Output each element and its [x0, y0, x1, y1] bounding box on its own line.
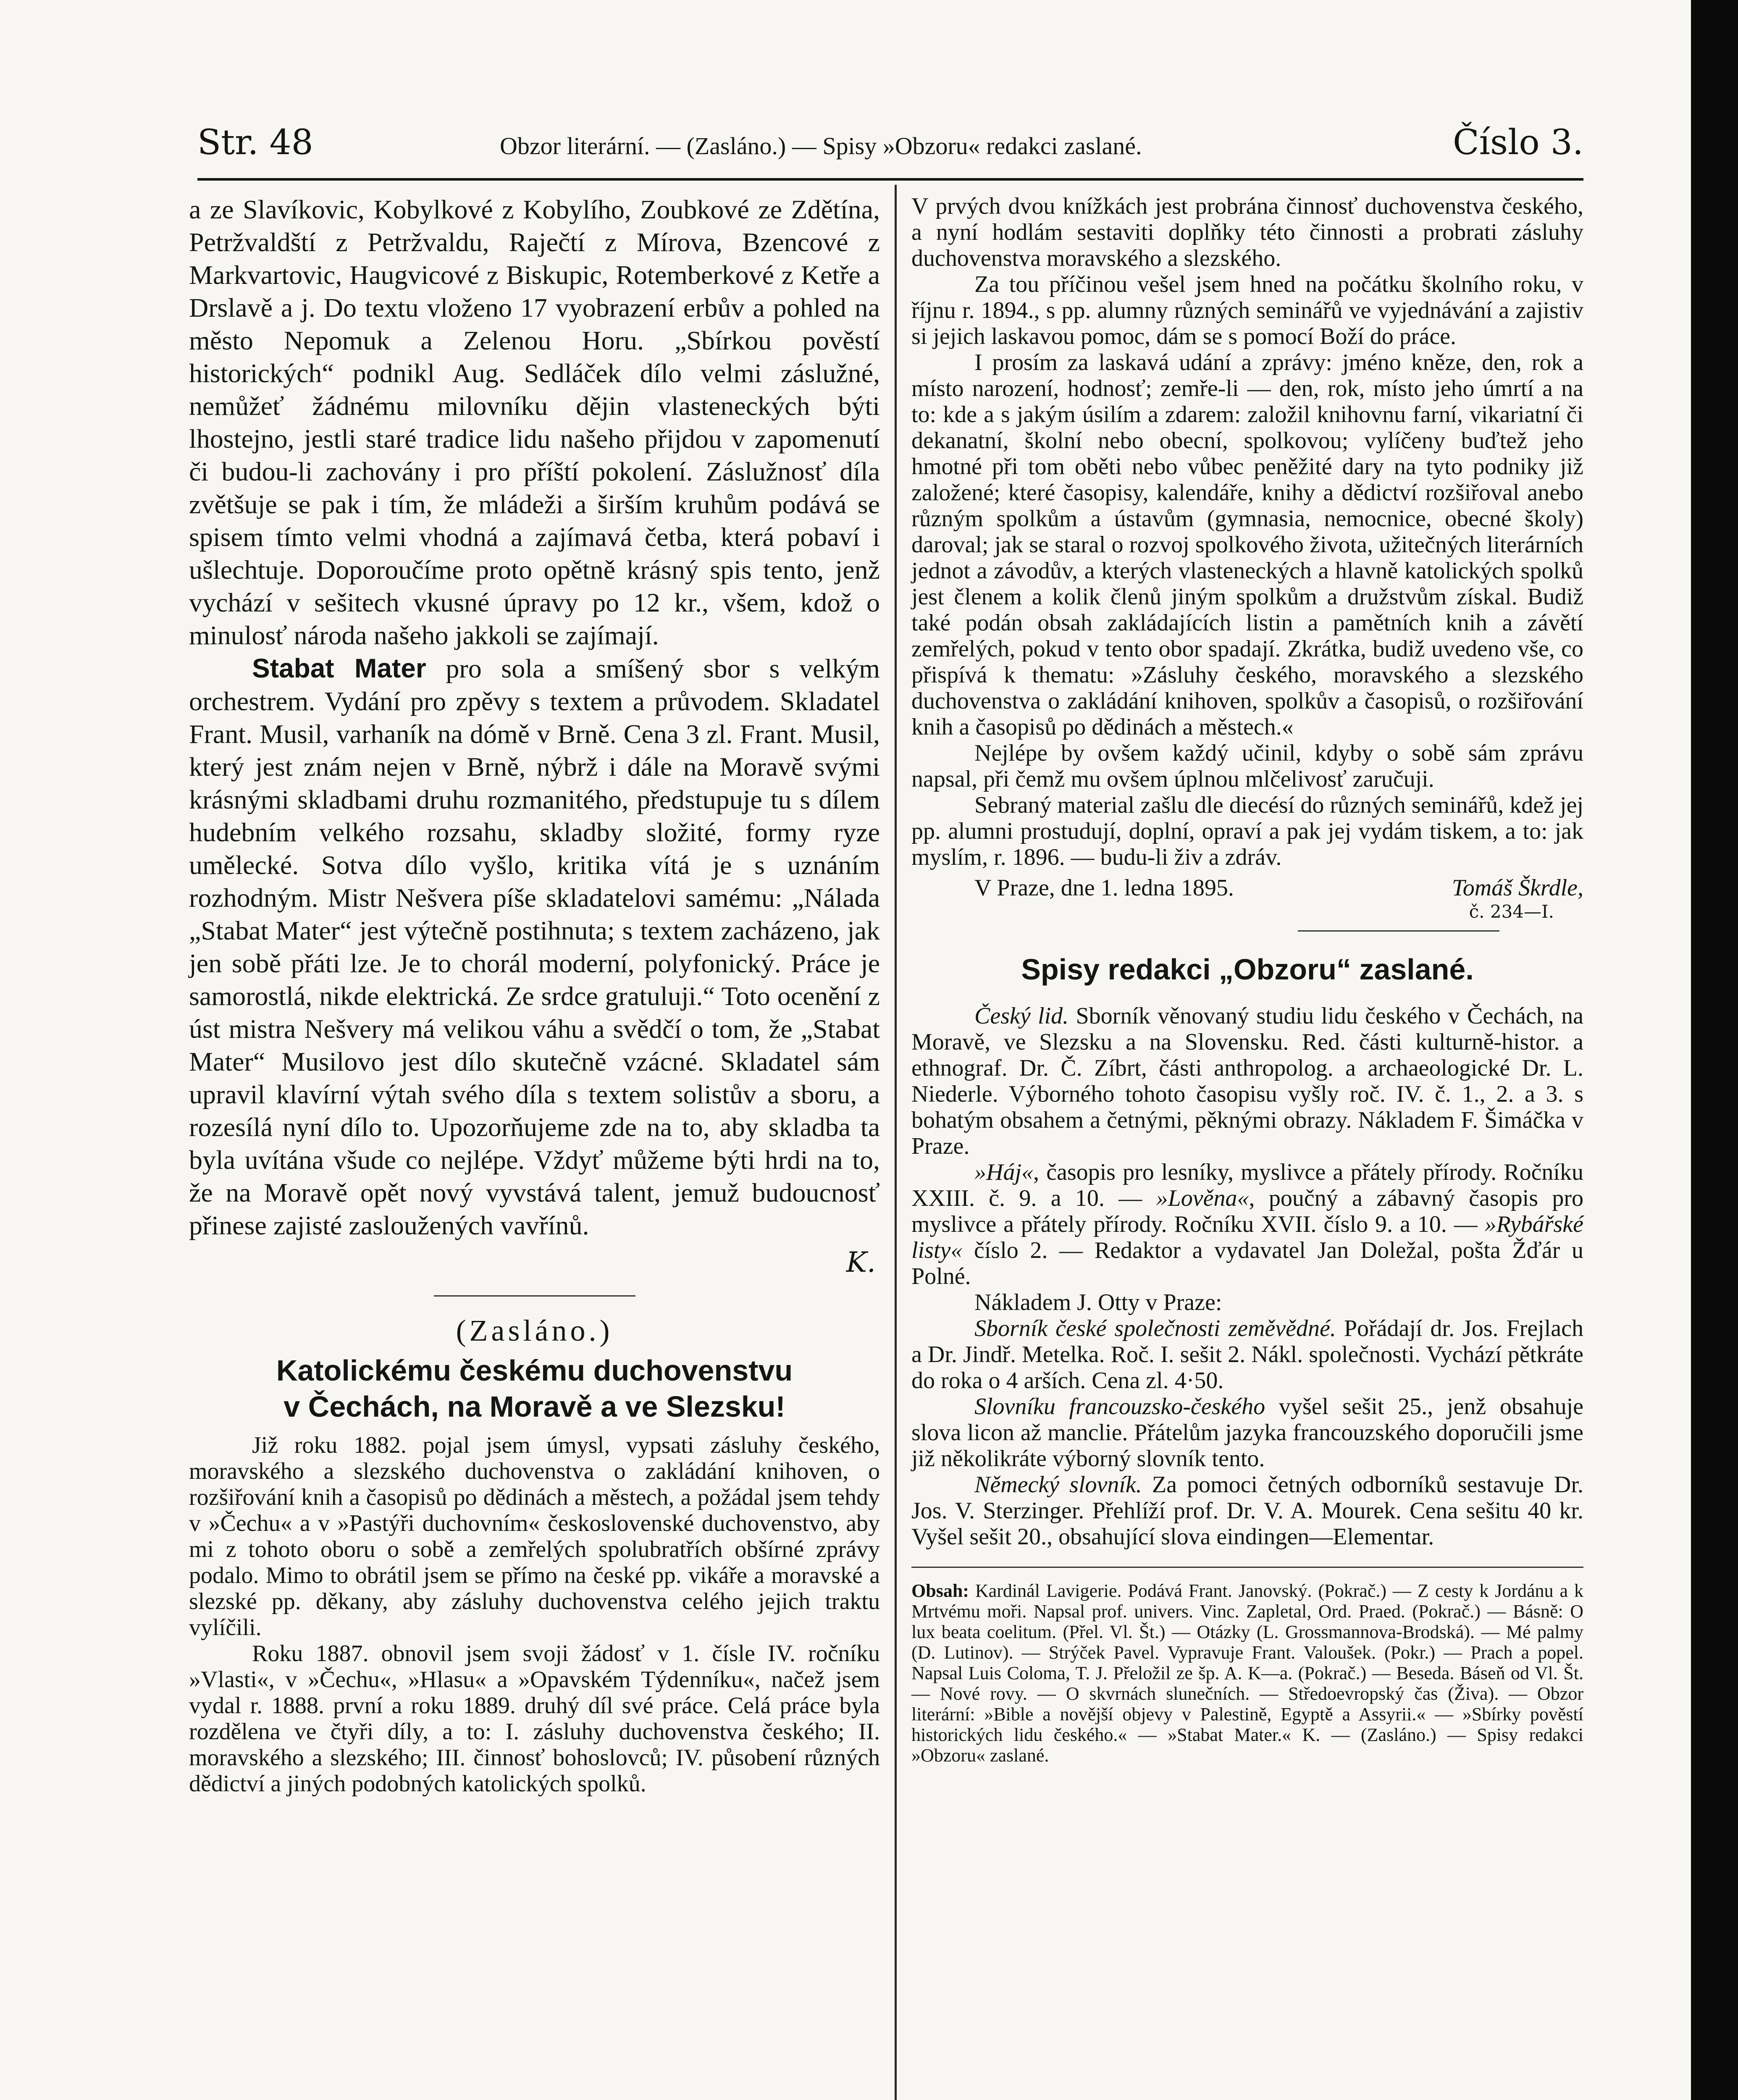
entry-title: »Háj« [974, 1159, 1033, 1185]
appeal-title [189, 1352, 880, 1425]
entry-text: Sborník věnovaný studiu lidu českého v Čechách, na Moravě, ve Slezsku a na Slovensku. Red. části kulturně-histor. a ethnograf. Dr. Č. Zíbrt, části anthropolog. a archaeologické Dr. L. Niederle. Výborného tohoto časopisu vyšly roč. IV. č. 1., 2. a 3. s bohatým obsahem a četnými, pěknými obrazy. Nákladem F. Šimáčka v Praze. [911, 1003, 1583, 1159]
running-header [197, 123, 1583, 173]
entry-slovnik-de [911, 1472, 1583, 1550]
entry-haj [911, 1159, 1583, 1289]
stabat-mater-text: pro sola a smíšený sbor s velkým orchestrem. Vydání pro zpěvy s textem a průvodem. Skladatel Frant. Musil, varhaník na dómě v Brně. Cena 3 zl. Frant. Musil, který jest znám nejen v Brně, nýbrž i dále na Moravě svými krásnými skladbami druhu rozmanitého, předstupuje tu s dílem hudebním velkého rozsahu, skladby složité, formy ryze umělecké. Sotva dílo vyšlo, kritika vítá je s uznáním rozhodným. Mistr Nešvera píše skladatelovi samému: „Nálada „Stabat Mater“ jest výtečně postihnuta; s textem zacházeno, jak jen sobě přáti lze. Je to chorál moderní, polyfonický. Práce je samorostlá, nikde elektrická. Ze srdce gratuluji.“ Toto ocenění z úst mistra Nešvery má velikou váhu a svědčí o tom, že „Stabat Mater“ Musilovo jest dílo skutečně vzácné. Skladatel sám upravil klavírní výtah svého díla s textem solistův a sboru, a rozesílá nyní dílo to. Upozorňujeme zde na to, aby skladba ta byla uvítána všude co nejlépe. Vždyť můžeme býti hrdi na to, že na Moravě opět nový vyvstává talent, jemuž budoucnosť přinese zajisté zasloužených vavřínů. [189, 654, 880, 1240]
entry-title: Slovníku francouzsko-českého [974, 1394, 1265, 1420]
appeal-title-line-1: Katolickému českému duchovenstvu [276, 1354, 793, 1387]
review-continuation: a ze Slavíkovic, Kobylkové z Kobylího, Zoubkové ze Zdětína, Petržvaldští z Petržvaldu, Raječtí z Mírova, Bzencové z Markvartovic, Haugvicové z Biskupic, Rotemberkové z Ketře a Drslavě a j. Do textu vloženo 17 vyobrazení erbův a pohled na město Nepomuk a Zelenou Horu. „Sbírkou pověstí historických“ podnikl Aug. Sedláček dílo velmi záslužné, nemůžeť žádnému milovníku dějin vlasteneckých býti lhostejno, jestli staré tradice lidu našeho přijdou v zapomenutí či budou-li zachovány i pro příští pokolení. Záslužnosť díla zvětšuje se pak i tím, že mládeži a širším kruhům podává se spisem tímto velmi vhodná a zajímavá četba, která pobaví i ušlechtuje. Doporoučíme proto opětně krásný spis tento, jenž vychází v sešitech vkusné úpravy po 12 kr., všem, kdož o minulosť národa našeho jakkoli se zajímají. [189, 194, 880, 650]
header-rule [197, 178, 1583, 181]
appeal-paragraph-4: Za tou příčinou vešel jsem hned na počátku školního roku, v říjnu r. 1894., s pp. alumny různých seminářů ve vyjednávání a zajistiv si jejich laskavou pomoc, dám se s pomocí Boží do práce. [911, 271, 1583, 349]
entry-title: Německý slovník. [974, 1472, 1142, 1498]
right-column [911, 193, 1583, 1766]
entry-title: »Rybářské listy« [911, 1211, 1583, 1263]
stabat-mater-review [189, 652, 880, 1242]
appeal-signoff [911, 874, 1583, 901]
appeal-paragraph-5: I prosím za laskavá udání a zprávy: jméno kněze, den, rok a místo narození, hodnosť; zemře-li — den, rok, místo jeho úmrtí a na to: kde a s jakým úsilím a zdarem: založil knihovnu farní, vikariatní či dekanatní, školní nebo obecní, spolkovou; vylíčeny buďtež jeho hmotné při tom oběti nebo vůbec peněžité dary na tyto podniky již založené; které časopisy, kalendáře, knihy a dědictví rozšiřoval anebo různým spolkům a ústavům (gymnasia, nemocnice, obecné školy) daroval; jak se staral o rozvoj spolkového života, užitečných literárních jednot a závodův, a kterých vlasteneckých a hlavně katolických spolků jest členem a kolik členů jiným spolkům a družstvům získal. Budiž také podán obsah zakládajících listin a pamětních knih a závětí zemřelých, pokud v tento obor spadají. Zkrátka, budiž uvedeno vše, co přispívá k thematu: »Zásluhy českého, moravského a slezského duchovenstva o zakládání knihoven, spolkův a časopisů, o rozšiřování knih a časopisů po dědinách a městech.« [911, 349, 1583, 740]
appeal-paragraph-7: Sebraný material zašlu dle diecésí do různých seminářů, kdež jej pp. alumni prostudují, doplní, opraví a pak jej vydám tiskem, a to: jak myslím, r. 1896. — budu-li živ a zdráv. [911, 792, 1583, 870]
review-signature: K. [846, 1246, 876, 1278]
page-number: Str. 48 [197, 123, 313, 163]
table-of-contents [911, 1580, 1583, 1766]
appeal-paragraph-2: Roku 1887. obnovil jsem svoji žádosť v 1. čísle IV. ročníku »Vlasti«, v »Čechu«, »Hlasu« a »Opavském Týdenníku«, načež jsem vydal r. 1888. první a roku 1889. druhý díl své práce. Celá práce byla rozdělena ve čtyři díly, a to: I. zásluhy duchovenstva českého; II. moravského a slezského; III. činnosť bohoslovců; IV. působení různých dědictví a jiných podobných katolických spolků. [189, 1641, 880, 1797]
dateline: V Praze, dne 1. ledna 1895. [974, 875, 1234, 901]
entry-title: Sborník české společnosti zeměvědné. [974, 1315, 1336, 1341]
entry-text: Za pomoci četných odborníků sestavuje Dr. Jos. V. Sterzinger. Přehlíží prof. Dr. V. A. Mourek. Cena sešitu 40 kr. Vyšel sešit 20., obsahující slova eindingen—Elementar. [911, 1472, 1583, 1550]
contents-text: Kardinál Lavigerie. Podává Frant. Janovský. (Pokrač.) — Z cesty k Jordánu a k Mrtvému moři. Napsal prof. univers. Vinc. Zapletal, Ord. Praed. (Pokrač.) — Básně: O lux beata coelitum. (Přel. Vl. Št.) — Otázky (L. Grossmannova-Brodská). — Mé palmy (D. Lutinov). — Strýček Pavel. Vypravuje Frant. Valoušek. (Pokr.) — Prach a popel. Napsal Luis Coloma, T. J. Přeložil ze šp. A. K—a. (Pokrač.) — Beseda. Báseň od Vl. Št. — Nové rovy. — O skvrnách slunečních. — Středoevropský čas (Živa). — Obzor literární: »Bible a novější objevy v Palestině, Egyptě a Assyrii.« — »Sbírky pověstí historických lidu českého.« — »Stabat Mater.« K. — (Zasláno.) — Spisy redakci »Obzoru« zaslané. [911, 1580, 1583, 1766]
zaslano-label: (Zasláno.) [456, 1314, 613, 1347]
column-divider [895, 185, 897, 2100]
entry-text: číslo 2. — Redaktor a vydavatel Jan Doležal, pošta Žďár u Polné. [911, 1237, 1583, 1289]
section-separator [1298, 930, 1499, 932]
entry-title: »Lověna« [1156, 1185, 1249, 1211]
entry-text: Pořádají dr. Jos. Frejlach a Dr. Jindř. Metelka. Roč. I. sešit 2. Nákl. společnosti. Vychází pětkráte do roka o 4 arších. Cena zl. 4·50. [911, 1315, 1583, 1394]
publisher-line: Nákladem J. Otty v Praze: [974, 1289, 1222, 1315]
appeal-paragraph-1: Již roku 1882. pojal jsem úmysl, vypsati zásluhy českého, moravského a slezského duchovenstva o zakládání knihoven, o rozšiřování knih a časopisů po dědinách a městech, a požádal jsem tehdy v »Čechu« a v »Pastýři duchovním« československé duchovenstvo, aby mi z tohoto oboru o sobě a zemřelých spolubratřích obšírné zprávy podalo. Mimo to obrátil jsem se přímo na české pp. vikáře a moravské a slezské pp. děkany, aby zásluhy duchovenstva celého jejich traktu vylíčili. [189, 1432, 880, 1641]
entry-cesky-lid [911, 1003, 1583, 1159]
signer-name: Tomáš Škrdle, [1452, 875, 1583, 901]
appeal-paragraph-6: Nejlépe by ovšem každý učinil, kdyby o sobě sám zprávu napsal, při čemž mu ovšem úplnou mlčelivosť zaručuji. [911, 740, 1583, 792]
scan-border-right [1691, 0, 1738, 2100]
entry-text: vyšel sešit 25., jenž obsahuje slova licon až manclie. Přátelům jazyka francouzského doporučili jsme již několikráte výborný slovník tento. [911, 1394, 1583, 1472]
left-column [189, 193, 880, 1797]
running-title: Obzor literární. — (Zasláno.) — Spisy »Obzoru« redakci zaslané. [500, 132, 1142, 160]
appeal-title-line-2: v Čechách, na Moravě a ve Slezsku! [284, 1390, 785, 1423]
contents-label: Obsah: [911, 1580, 969, 1601]
contents-rule [911, 1567, 1583, 1568]
entry-sbornik [911, 1315, 1583, 1394]
entry-title: Český lid. [974, 1003, 1069, 1029]
signer-number: č. 234—I. [1469, 901, 1554, 922]
entry-text: , časopis pro lesníky, myslivce a přátely přírody. Ročníku XXIII. č. 9. a 10. — [911, 1159, 1583, 1211]
section-separator [434, 1295, 635, 1297]
issue-number: Číslo 3. [1453, 123, 1583, 163]
entry-text: , poučný a zábavný časopis pro myslivce a přátely přírody. Ročníku XVII. číslo 9. a 10. — [911, 1185, 1583, 1237]
stabat-mater-title: Stabat Mater [252, 653, 426, 683]
entry-slovnik-fr [911, 1394, 1583, 1472]
received-publications-title: Spisy redakci „Obzoru“ zaslané. [1021, 953, 1474, 986]
appeal-paragraph-3: V prvých dvou knížkách jest probrána činnosť duchovenstva českého, a nyní hodlám sestaviti doplňky této činnosti a probrati zásluhy duchovenstva moravského a slezského. [911, 193, 1583, 271]
